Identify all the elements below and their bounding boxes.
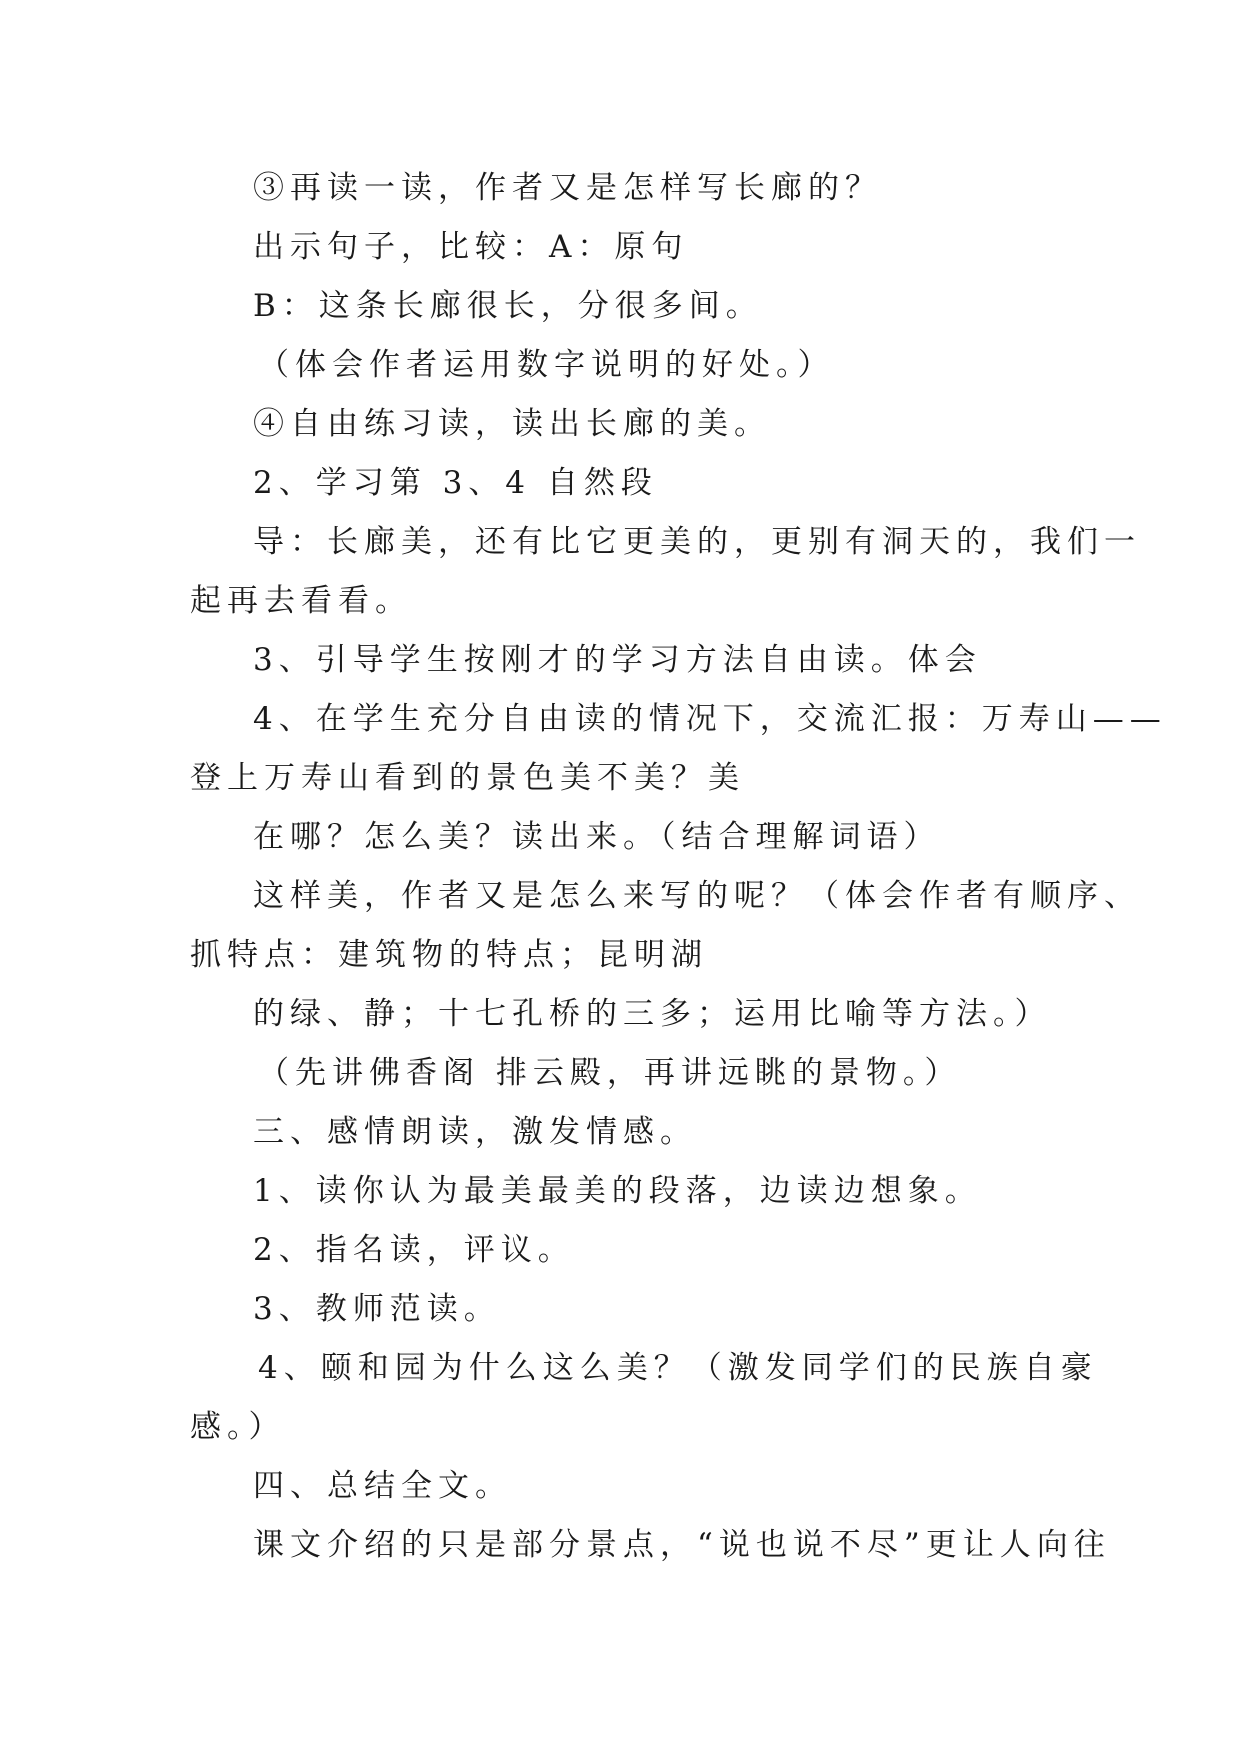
paragraph-line: 2、指名读，评议。 [253, 1232, 575, 1268]
paragraph-line: 4、颐和园为什么这么美？（激发同学们的民族自豪 [258, 1350, 1098, 1386]
paragraph-line: （体会作者运用数字说明的好处。） [258, 347, 835, 383]
paragraph-line: 2、学习第 3、4 自然段 [253, 465, 658, 501]
paragraph-line: （先讲佛香阁 排云殿，再讲远眺的景物。） [258, 1055, 962, 1091]
paragraph-line: 1、读你认为最美最美的段落，边读边想象。 [253, 1173, 982, 1209]
paragraph-line: 出示句子，比较：A：原句 [253, 229, 689, 265]
paragraph-line: ④自由练习读，读出长廊的美。 [253, 406, 771, 442]
paragraph-line: ③再读一读，作者又是怎样写长廊的？ [253, 170, 882, 206]
paragraph-line: 3、教师范读。 [253, 1291, 501, 1327]
paragraph-line: B：这条长廊很长，分很多间。 [253, 288, 763, 324]
paragraph-line: 3、引导学生按刚才的学习方法自由读。体会 [253, 642, 982, 678]
paragraph-line: 四、总结全文。 [253, 1468, 512, 1504]
paragraph-line: 课文介绍的只是部分景点，“说也说不尽”更让人向往 [253, 1527, 1111, 1563]
paragraph-line: 导：长廊美，还有比它更美的，更别有洞天的，我们一 [253, 524, 1141, 560]
paragraph-line: 三、感情朗读，激发情感。 [253, 1114, 697, 1150]
paragraph-line: 这样美，作者又是怎么来写的呢？（体会作者有顺序、 [253, 878, 1141, 914]
document-body [190, 159, 1167, 1575]
paragraph-line: 起再去看看。 [190, 583, 412, 619]
paragraph-line: 的绿、静；十七孔桥的三多；运用比喻等方法。） [253, 996, 1052, 1032]
paragraph-line: 抓特点：建筑物的特点；昆明湖 [190, 937, 708, 973]
paragraph-line: 在哪？怎么美？读出来。（结合理解词语） [253, 819, 941, 855]
paragraph-line: 感。） [190, 1409, 286, 1445]
paragraph-line: 4、在学生充分自由读的情况下，交流汇报：万寿山—— [253, 701, 1167, 737]
paragraph-line: 登上万寿山看到的景色美不美？美 [190, 760, 745, 796]
